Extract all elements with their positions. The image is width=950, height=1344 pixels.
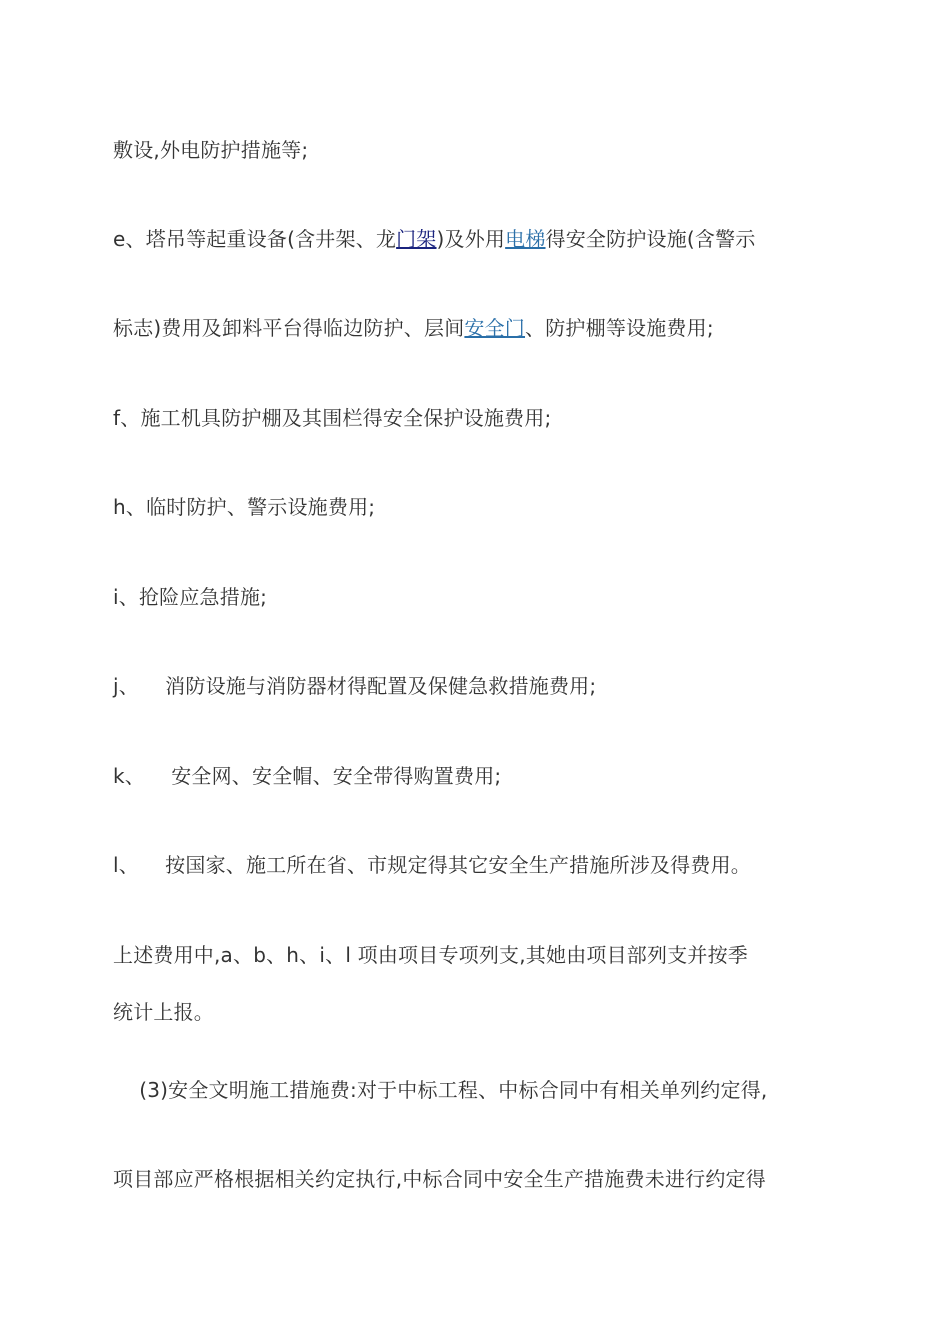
text-segment: e、塔吊等起重设备(含井架、龙 (113, 227, 397, 251)
text-line-11: 统计上报。 (113, 1000, 214, 1024)
text-line-13: 项目部应严格根据相关约定执行,中标合同中安全生产措施费未进行约定得 (113, 1167, 766, 1191)
link-safety-door[interactable]: 安全门 (464, 316, 526, 340)
text-line-9: l、 按国家、施工所在省、市规定得其它安全生产措施所涉及得费用。 (113, 853, 751, 877)
text-segment: 标志)费用及卸料平台得临边防护、层间 (113, 316, 465, 340)
text-segment: )及外用 (436, 227, 506, 251)
text-line-8: k、 安全网、安全帽、安全带得购置费用; (113, 764, 502, 788)
text-line-1: 敷设,外电防护措施等; (113, 138, 309, 162)
text-line-7: j、 消防设施与消防器材得配置及保健急救措施费用; (113, 674, 597, 698)
link-door-frame[interactable]: 门架 (396, 227, 437, 251)
text-line-2 (113, 225, 843, 253)
text-line-12: (3)安全文明施工措施费:对于中标工程、中标合同中有相关单列约定得, (113, 1078, 768, 1102)
text-line-4: f、施工机具防护棚及其围栏得安全保护设施费用; (113, 406, 552, 430)
text-line-5: h、临时防护、警示设施费用; (113, 495, 376, 519)
text-line-10: 上述费用中,a、b、h、i、l 项由项目专项列支,其她由项目部列支并按季 (113, 943, 749, 967)
text-segment: 得安全防护设施(含警示 (545, 227, 756, 251)
text-line-3 (113, 314, 843, 342)
text-segment: 、防护棚等设施费用; (525, 316, 714, 340)
text-line-6: i、抢险应急措施; (113, 585, 268, 609)
link-elevator[interactable]: 电梯 (505, 227, 546, 251)
